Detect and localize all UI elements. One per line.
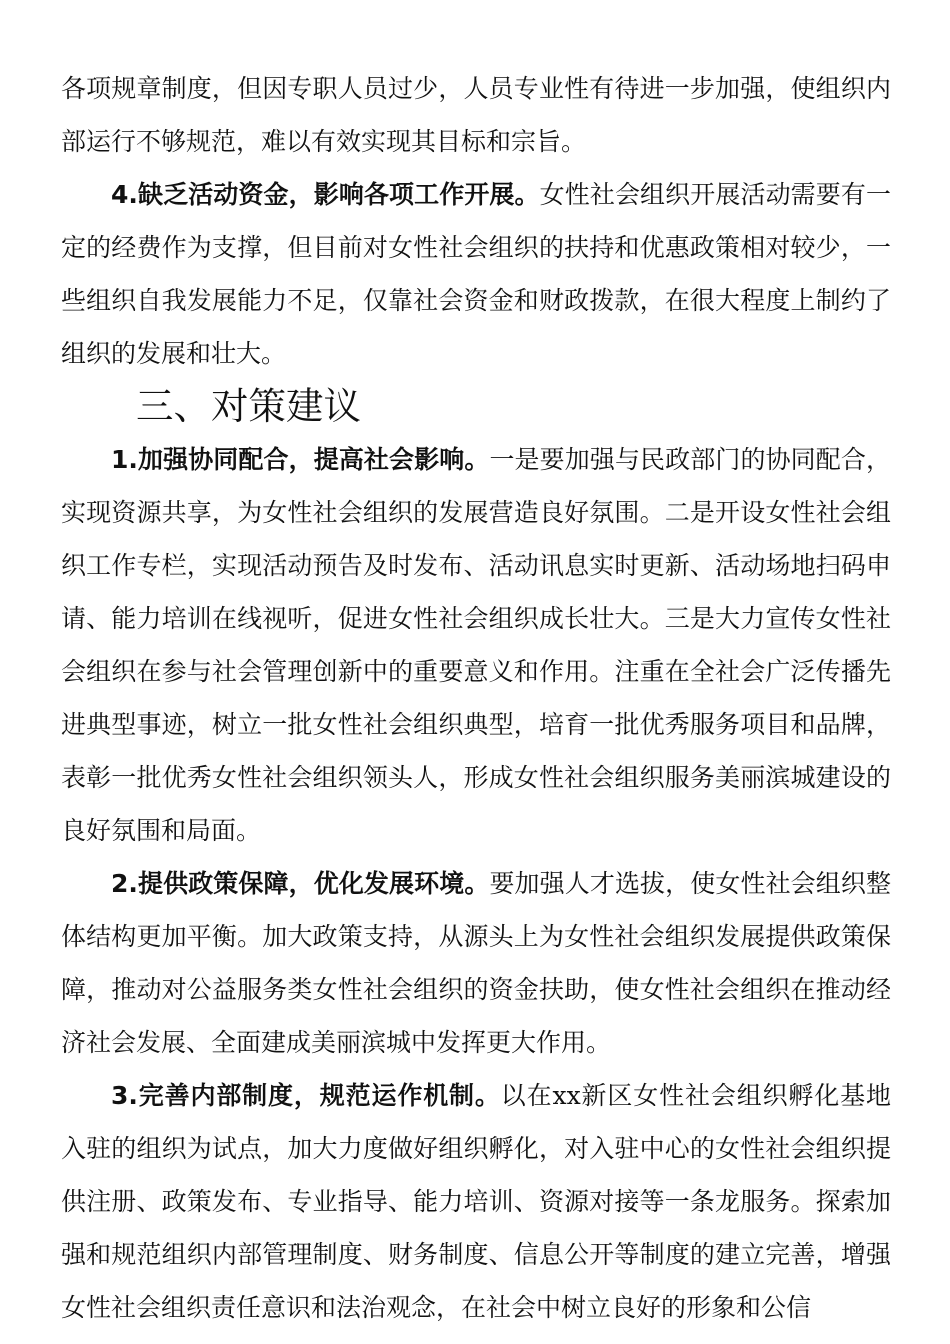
paragraph-lead: 1.加强协同配合，提高社会影响。 — [111, 445, 490, 474]
paragraph-lead: 4.缺乏活动资金，影响各项工作开展。 — [111, 180, 540, 209]
paragraph-coordination — [61, 433, 891, 857]
paragraph-text: 各项规章制度，但因专职人员过少，人员专业性有待进一步加强，使组织内部运行不够规范，难以有效实现其目标和宗旨。 — [61, 74, 891, 156]
paragraph-funding — [61, 168, 891, 380]
section-heading: 三、对策建议 — [136, 384, 361, 428]
paragraph-continuation — [61, 62, 891, 168]
paragraph-text: 要加强人才选拔，使女性社会组织整体结构更加平衡。加大政策支持，从源头上为女性社会组织发展提供政策保障，推动对公益服务类女性社会组织的资金扶助，使女性社会组织在推动经济社会发展、全面建成美丽滨城中发挥更大作用。 — [61, 869, 891, 1057]
document-page — [61, 62, 891, 1334]
paragraph-text: 女性社会组织开展活动需要有一定的经费作为支撑，但目前对女性社会组织的扶持和优惠政策相对较少，一些组织自我发展能力不足，仅靠社会资金和财政拨款，在很大程度上制约了组织的发展和壮大。 — [61, 180, 891, 368]
paragraph-policy — [61, 857, 891, 1069]
paragraph-internal-system — [61, 1069, 891, 1334]
paragraph-lead: 2.提供政策保障，优化发展环境。 — [111, 869, 490, 898]
paragraph-text: 一是要加强与民政部门的协同配合，实现资源共享，为女性社会组织的发展营造良好氛围。二是开设女性社会组织工作专栏，实现活动预告及时发布、活动讯息实时更新、活动场地扫码申请、能力培训在线视听，促进女性社会组织成长壮大。三是大力宣传女性社会组织在参与社会管理创新中的重要意义和作用。注重在全社会广泛传播先进典型事迹，树立一批女性社会组织典型，培育一批优秀服务项目和品牌，表彰一批优秀女性社会组织领头人，形成女性社会组织服务美丽滨城建设的良好氛围和局面。 — [61, 445, 891, 845]
paragraph-lead: 3.完善内部制度，规范运作机制。 — [111, 1081, 501, 1110]
paragraph-text: 以在xx新区女性社会组织孵化基地入驻的组织为试点，加大力度做好组织孵化，对入驻中心的女性社会组织提供注册、政策发布、专业指导、能力培训、资源对接等一条龙服务。探索加强和规范组织内部管理制度、财务制度、信息公开等制度的建立完善，增强女性社会组织责任意识和法治观念，在社会中树立良好的形象和公信 — [61, 1081, 891, 1322]
